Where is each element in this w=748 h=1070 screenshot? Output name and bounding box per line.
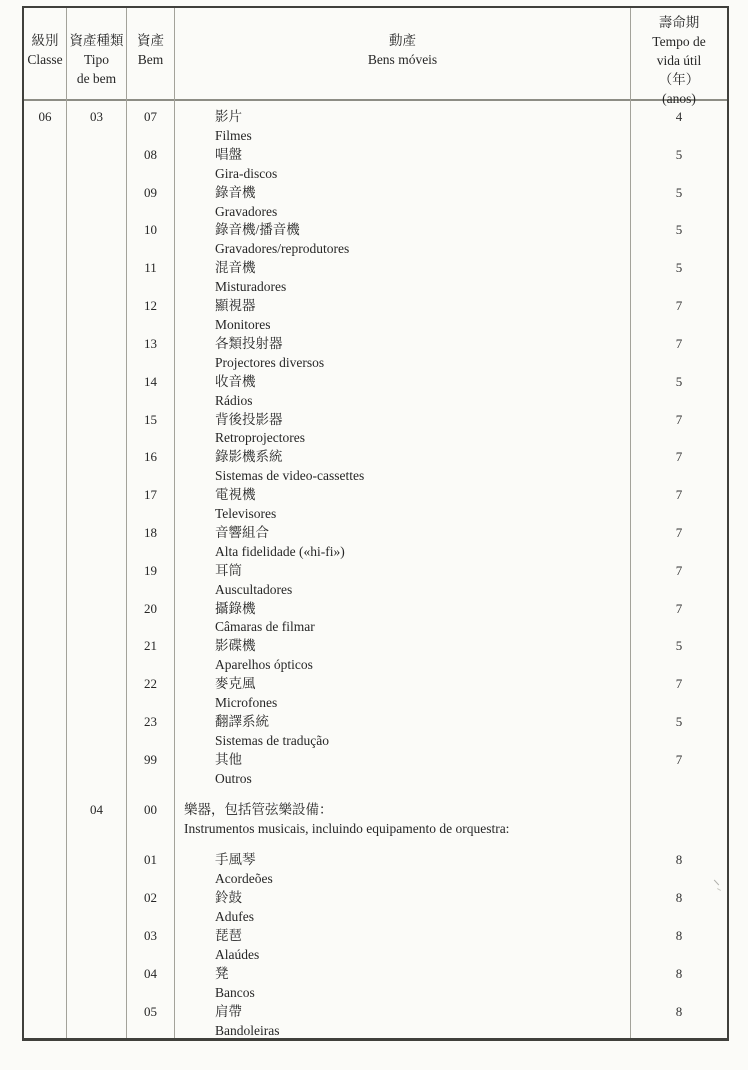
- description-pt: Outros: [215, 770, 252, 786]
- bem-cell: 22: [127, 675, 175, 713]
- classe-cell: [24, 562, 67, 600]
- description-pt: Gravadores/reprodutores: [215, 241, 350, 257]
- vida-util-value-cell: 5: [675, 373, 683, 389]
- description-pt: Câmaras de filmar: [215, 619, 315, 635]
- description-zh: 手風琴: [215, 852, 256, 868]
- description-zh: 影片: [215, 109, 242, 124]
- bem-cell: 02: [127, 889, 175, 927]
- description-cell: [175, 713, 631, 751]
- bem-cell: 03: [127, 927, 175, 965]
- description-cell: [175, 600, 631, 638]
- description-cell: [175, 751, 631, 789]
- description-zh: 音響組合: [215, 524, 269, 540]
- vida-util-value-cell: 7: [675, 600, 683, 616]
- description-pt: Adufes: [215, 909, 254, 925]
- description-zh: 耳筒: [215, 562, 242, 578]
- table-row: [24, 486, 727, 524]
- table-row: [24, 411, 727, 449]
- table-row: [24, 184, 727, 222]
- table-row: [24, 889, 727, 927]
- table-row: [24, 751, 727, 789]
- tipo-cell: [67, 259, 127, 297]
- description-pt: Projectores diversos: [215, 354, 325, 370]
- table-row: [24, 965, 727, 1003]
- table-row: [24, 1003, 727, 1038]
- description-pt: Rádios: [215, 392, 253, 408]
- classe-cell: [24, 927, 67, 965]
- classe-cell: [24, 965, 67, 1003]
- tipo-cell: [67, 851, 127, 889]
- header-classe-zh: 級別: [31, 33, 59, 48]
- tipo-cell: [67, 184, 127, 222]
- vida-util-value-cell: 5: [675, 260, 683, 276]
- description-cell: [175, 486, 631, 524]
- table-header-row: [24, 8, 727, 106]
- bem-cell: 15: [127, 411, 175, 449]
- header-bens-moveis-zh: 動產: [389, 33, 416, 48]
- header-vida-util: [631, 8, 727, 108]
- table-row: [24, 600, 727, 638]
- vida-util-value-cell: 7: [675, 751, 683, 767]
- description-zh: 唱盤: [215, 146, 242, 162]
- table-row: [24, 297, 727, 335]
- description-cell: [175, 259, 631, 297]
- classe-cell: [24, 448, 67, 486]
- header-bens-moveis-pt: Bens móveis: [367, 52, 438, 67]
- description-pt: Retroprojectores: [215, 430, 305, 446]
- description-cell: [175, 221, 631, 259]
- bem-cell: 11: [127, 259, 175, 297]
- classe-cell: [24, 411, 67, 449]
- table-row: [24, 259, 727, 297]
- bem-cell: 16: [127, 448, 175, 486]
- header-tipo-zh: 資產種類: [69, 33, 124, 48]
- description-pt: Bandoleiras: [215, 1022, 280, 1038]
- description-cell: [175, 789, 631, 852]
- vida-util-value-cell: 8: [675, 928, 683, 944]
- classe-cell: [24, 184, 67, 222]
- description-pt: Acordeões: [215, 871, 273, 887]
- table-row: [24, 335, 727, 373]
- header-tipo-de-bem: [67, 8, 127, 108]
- vida-util-value-cell: 7: [675, 524, 683, 540]
- description-pt: Auscultadores: [215, 581, 293, 597]
- classe-cell: [24, 789, 67, 852]
- description-zh: 攝錄機: [215, 600, 256, 616]
- vida-util-value-cell: 8: [675, 1003, 683, 1019]
- header-classe-pt: Classe: [27, 52, 63, 67]
- header-vida-util-zh: 壽命期: [658, 15, 700, 30]
- classe-cell: [24, 637, 67, 675]
- description-cell: [175, 637, 631, 675]
- bem-cell: 17: [127, 486, 175, 524]
- description-pt: Alaúdes: [215, 946, 260, 962]
- description-pt: Sistemas de tradução: [215, 732, 329, 748]
- tipo-cell: [67, 889, 127, 927]
- description-pt: Misturadores: [215, 279, 287, 295]
- header-bem-pt: Bem: [137, 52, 164, 67]
- tipo-cell: [67, 562, 127, 600]
- table-row: [24, 562, 727, 600]
- description-cell: [175, 411, 631, 449]
- description-zh: 麥克風: [215, 676, 256, 692]
- bem-cell: 14: [127, 373, 175, 411]
- classe-cell: [24, 524, 67, 562]
- description-pt: Sistemas de video-cassettes: [215, 468, 365, 484]
- classe-cell: [24, 713, 67, 751]
- header-vida-util-years-pt: (anos): [662, 91, 696, 106]
- vida-util-value-cell: 8: [675, 890, 683, 906]
- bem-cell: 23: [127, 713, 175, 751]
- table-row: [24, 101, 727, 146]
- classe-cell: [24, 675, 67, 713]
- header-vida-util-pt-line1: Tempo de: [652, 34, 706, 49]
- table-row: [24, 713, 727, 751]
- description-cell: [175, 297, 631, 335]
- description-pt: Televisores: [215, 506, 277, 522]
- vida-util-value-cell: 7: [675, 562, 683, 578]
- bem-cell: 08: [127, 146, 175, 184]
- header-tipo-pt-line1: Tipo: [83, 52, 110, 67]
- description-zh: 錄音機: [215, 184, 256, 200]
- description-pt: Bancos: [215, 984, 255, 1000]
- description-cell: [175, 524, 631, 562]
- description-zh: 混音機: [215, 260, 256, 276]
- bem-cell: 10: [127, 221, 175, 259]
- classe-cell: [24, 486, 67, 524]
- classe-cell: [24, 221, 67, 259]
- vida-util-value-cell: [631, 789, 727, 852]
- description-pt: Monitores: [215, 316, 271, 332]
- vida-util-value-cell: 7: [675, 335, 683, 351]
- table-row: [24, 146, 727, 184]
- bem-cell: 21: [127, 637, 175, 675]
- table-row: [24, 675, 727, 713]
- bem-cell: 01: [127, 851, 175, 889]
- vida-util-value-cell: 8: [675, 965, 683, 981]
- bem-cell: 20: [127, 600, 175, 638]
- bem-cell: 13: [127, 335, 175, 373]
- description-zh: 翻譯系統: [215, 714, 269, 729]
- vida-util-value-cell: 7: [675, 487, 683, 503]
- description-zh: 收音機: [215, 373, 256, 389]
- vida-util-value-cell: 4: [675, 109, 683, 124]
- table-row: [24, 927, 727, 965]
- description-cell: [175, 101, 631, 146]
- description-zh: 鈴鼓: [215, 890, 242, 906]
- table-row: [24, 221, 727, 259]
- header-bens-moveis: [175, 8, 631, 108]
- header-classe: [24, 8, 67, 108]
- vida-util-value-cell: 5: [675, 714, 683, 729]
- description-zh: 錄音機/播音機: [215, 222, 300, 238]
- bem-cell: 18: [127, 524, 175, 562]
- description-cell: [175, 146, 631, 184]
- description-pt: Filmes: [215, 127, 252, 143]
- vida-util-value-cell: 5: [675, 222, 683, 238]
- bem-cell: 04: [127, 965, 175, 1003]
- tipo-cell: 03: [67, 101, 127, 146]
- table-row: [24, 448, 727, 486]
- vida-util-value-cell: 5: [675, 638, 683, 654]
- description-zh: 凳: [215, 965, 229, 981]
- bem-cell: 99: [127, 751, 175, 789]
- description-zh: 琵琶: [215, 928, 242, 944]
- classe-cell: [24, 851, 67, 889]
- description-pt: Instrumentos musicais, incluindo equipamento de orquestra:: [184, 820, 510, 836]
- description-pt: Microfones: [215, 695, 278, 711]
- bem-cell: 09: [127, 184, 175, 222]
- description-pt: Alta fidelidade («hi-fi»): [215, 543, 345, 559]
- vida-util-value-cell: 7: [675, 411, 683, 427]
- description-cell: [175, 562, 631, 600]
- tipo-cell: [67, 637, 127, 675]
- tipo-cell: [67, 751, 127, 789]
- tipo-cell: [67, 1003, 127, 1038]
- description-cell: [175, 965, 631, 1003]
- table-body: [24, 101, 727, 1038]
- tipo-cell: [67, 713, 127, 751]
- tipo-cell: [67, 335, 127, 373]
- bem-cell: 19: [127, 562, 175, 600]
- classe-cell: [24, 889, 67, 927]
- header-bem-zh: 資產: [137, 33, 164, 48]
- vida-util-value-cell: 8: [675, 852, 683, 868]
- description-cell: [175, 675, 631, 713]
- tipo-cell: [67, 965, 127, 1003]
- classe-cell: [24, 373, 67, 411]
- vida-util-value-cell: 7: [675, 449, 683, 465]
- bem-cell: 07: [127, 101, 175, 146]
- tipo-cell: [67, 524, 127, 562]
- description-pt: Aparelhos ópticos: [215, 657, 313, 673]
- classe-cell: [24, 146, 67, 184]
- description-zh: 影碟機: [215, 638, 256, 654]
- description-zh: 電視機: [215, 487, 256, 503]
- tipo-cell: [67, 146, 127, 184]
- description-cell: [175, 927, 631, 965]
- header-vida-util-pt-line2: vida útil: [656, 53, 702, 68]
- tipo-cell: [67, 297, 127, 335]
- table-row: [24, 851, 727, 889]
- tipo-cell: [67, 373, 127, 411]
- description-zh: 樂器，包括管弦樂設備：: [184, 801, 333, 817]
- classe-cell: [24, 297, 67, 335]
- table-row: [24, 637, 727, 675]
- description-zh: 肩帶: [215, 1003, 242, 1019]
- description-zh: 背後投影器: [215, 411, 283, 427]
- tipo-cell: [67, 221, 127, 259]
- description-pt: Gravadores: [215, 203, 278, 219]
- description-cell: [175, 448, 631, 486]
- tipo-cell: [67, 448, 127, 486]
- tipo-cell: [67, 486, 127, 524]
- classe-cell: [24, 600, 67, 638]
- description-zh: 顯視器: [215, 298, 256, 314]
- description-cell: [175, 184, 631, 222]
- description-cell: [175, 335, 631, 373]
- description-zh: 各類投射器: [215, 335, 283, 351]
- tipo-cell: [67, 675, 127, 713]
- description-zh: 錄影機系統: [215, 449, 283, 465]
- classe-cell: [24, 259, 67, 297]
- description-cell: [175, 1003, 631, 1038]
- header-tipo-pt-line2: de bem: [76, 71, 117, 86]
- table-row: [24, 524, 727, 562]
- classe-cell: [24, 1003, 67, 1038]
- tipo-cell: [67, 411, 127, 449]
- tipo-cell: 04: [67, 789, 127, 852]
- bem-cell: 00: [127, 789, 175, 852]
- classe-cell: [24, 751, 67, 789]
- vida-util-value-cell: 7: [675, 676, 683, 692]
- bem-cell: 12: [127, 297, 175, 335]
- classe-cell: [24, 335, 67, 373]
- header-vida-util-years-zh: （年）: [658, 72, 700, 87]
- vida-util-value-cell: 7: [675, 298, 683, 314]
- classe-cell: 06: [24, 101, 67, 146]
- depreciation-table: [22, 6, 729, 1041]
- tipo-cell: [67, 927, 127, 965]
- table-row: [24, 373, 727, 411]
- bem-cell: 05: [127, 1003, 175, 1038]
- header-bem: [127, 8, 175, 108]
- vida-util-value-cell: 5: [675, 184, 683, 200]
- description-cell: [175, 373, 631, 411]
- description-cell: [175, 889, 631, 927]
- description-zh: 其他: [215, 751, 242, 767]
- group-heading-row: [24, 789, 727, 852]
- vida-util-value-cell: 5: [675, 146, 683, 162]
- description-cell: [175, 851, 631, 889]
- tipo-cell: [67, 600, 127, 638]
- description-pt: Gira-discos: [215, 165, 278, 181]
